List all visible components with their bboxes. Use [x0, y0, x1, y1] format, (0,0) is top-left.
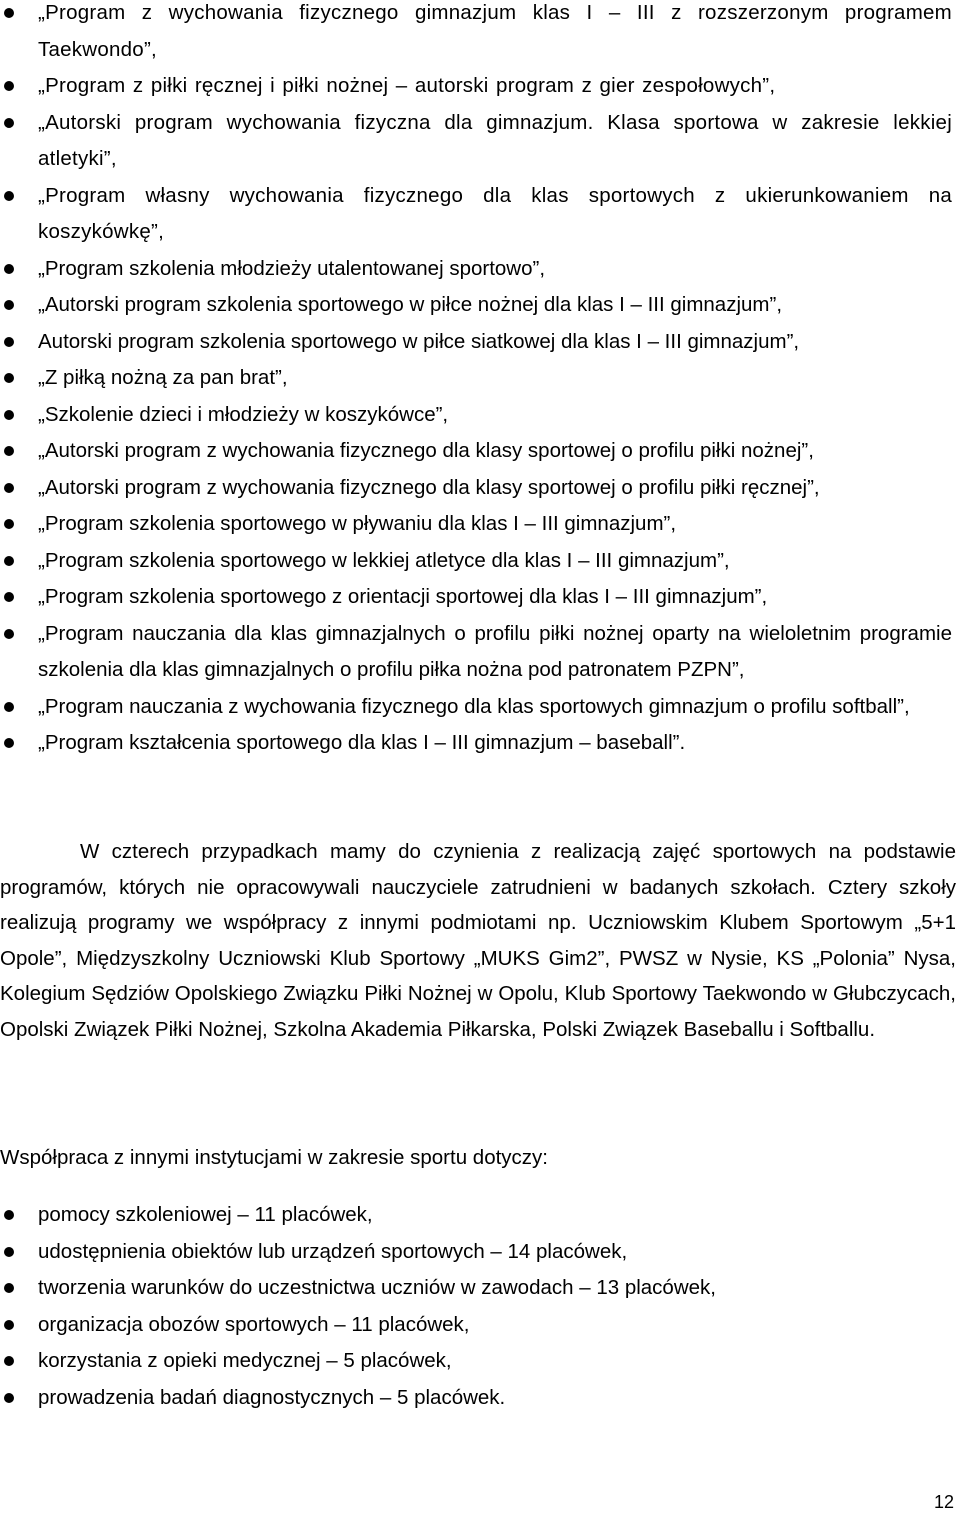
list-item: tworzenia warunków do uczestnictwa uczniów w zawodach – 13 placówek,	[0, 1270, 956, 1307]
cooperation-list	[0, 1197, 956, 1416]
list-item: „Program szkolenia sportowego w lekkiej atletyce dla klas I – III gimnazjum”,	[0, 543, 956, 580]
list-item: „Program szkolenia sportowego z orientacji sportowej dla klas I – III gimnazjum”,	[0, 579, 956, 616]
list-item: „Program nauczania z wychowania fizycznego dla klas sportowych gimnazjum o profilu softball”,	[0, 689, 956, 726]
list-item: udostępnienia obiektów lub urządzeń sportowych – 14 placówek,	[0, 1234, 956, 1271]
body-paragraph: W czterech przypadkach mamy do czynienia z realizacją zajęć sportowych na podstawie programów, których nie opracowywali nauczyciele zatrudnieni w badanych szkołach. Cztery szkoły realizują programy we współpracy z innymi podmiotami np. Uczniowskim Klubem Sportowym „5+1 Opole”, Międzyszkolny Uczniowski Klub Sportowy „MUKS Gim2”, PWSZ w Nysie, KS „Polonia” Nysa, Kolegium Sędziów Opolskiego Związku Piłki Nożnej w Opolu, Klub Sportowy Taekwondo w Głubczycach, Opolski Związek Piłki Nożnej, Szkolna Akademia Piłkarska, Polski Związek Baseballu i Softballu.	[0, 840, 956, 1041]
list-item: „Autorski program z wychowania fizycznego dla klasy sportowej o profilu piłki ręcznej”,	[0, 470, 956, 507]
list-item: „Szkolenie dzieci i młodzieży w koszykówce”,	[0, 397, 956, 434]
list-item: „Program z piłki ręcznej i piłki nożnej – autorski program z gier zespołowych”,	[0, 68, 956, 105]
list-item: „Z piłką nożną za pan brat”,	[0, 360, 956, 397]
list-item: „Autorski program szkolenia sportowego w piłce nożnej dla klas I – III gimnazjum”,	[0, 287, 956, 324]
list-item: „Autorski program z wychowania fizycznego dla klasy sportowej o profilu piłki nożnej”,	[0, 433, 956, 470]
list-item: prowadzenia badań diagnostycznych – 5 placówek.	[0, 1380, 956, 1417]
list-item: „Program szkolenia młodzieży utalentowanej sportowo”,	[0, 251, 956, 288]
page-number: 12	[933, 1492, 954, 1512]
list-item: „Program szkolenia sportowego w pływaniu dla klas I – III gimnazjum”,	[0, 506, 956, 543]
list-item: Autorski program szkolenia sportowego w piłce siatkowej dla klas I – III gimnazjum”,	[0, 324, 956, 361]
list-item: „Program nauczania dla klas gimnazjalnych o profilu piłki nożnej oparty na wieloletnim programie szkolenia dla klas gimnazjalnych o profilu piłka nożna pod patronatem PZPN”,	[0, 616, 956, 689]
list-item: organizacja obozów sportowych – 11 placówek,	[0, 1307, 956, 1344]
list-item: korzystania z opieki medycznej – 5 placówek,	[0, 1343, 956, 1380]
section-heading: Współpraca z innymi instytucjami w zakresie sportu dotyczy:	[0, 1146, 548, 1169]
list-item: „Autorski program wychowania fizyczna dla gimnazjum. Klasa sportowa w zakresie lekkiej atletyki”,	[0, 105, 956, 178]
list-item: „Program kształcenia sportowego dla klas I – III gimnazjum – baseball”.	[0, 725, 956, 762]
list-item: pomocy szkoleniowej – 11 placówek,	[0, 1197, 956, 1234]
list-item: „Program własny wychowania fizycznego dla klas sportowych z ukierunkowaniem na koszykówkę”,	[0, 178, 956, 251]
list-item: „Program z wychowania fizycznego gimnazjum klas I – III z rozszerzonym programem Taekwondo”,	[0, 0, 956, 68]
